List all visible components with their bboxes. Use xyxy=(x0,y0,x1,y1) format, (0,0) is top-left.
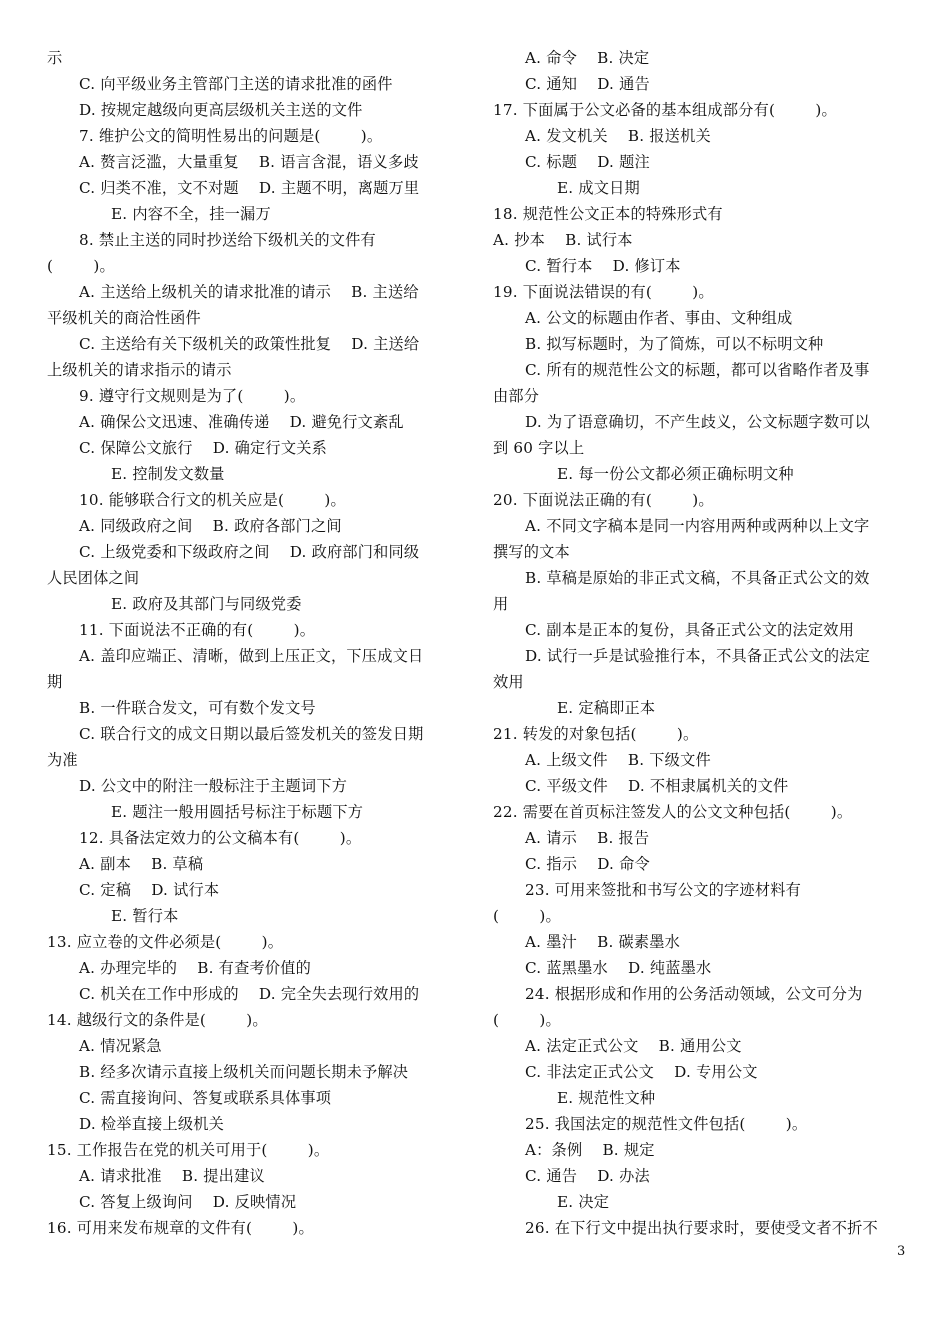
text-line: A. 情况紧急 xyxy=(79,1037,162,1055)
text-line: 人民团体之间 xyxy=(47,569,140,587)
text-line: A. 法定正式公文 B. 通用公文 xyxy=(525,1037,742,1055)
text-line: D. 公文中的附注一般标注于主题词下方 xyxy=(79,777,348,795)
text-line: E. 政府及其部门与同级党委 xyxy=(111,595,302,613)
text-line: C. 副本是正本的复份，具备正式公文的法定效用 xyxy=(525,621,855,639)
text-line: 上级机关的请求指示的请示 xyxy=(47,361,232,379)
text-line: E. 每一份公文都必须正确标明文种 xyxy=(557,465,794,483)
text-line: C. 上级党委和下级政府之间 D. 政府部门和同级 xyxy=(79,543,420,561)
text-line: E. 成文日期 xyxy=(557,179,640,197)
text-line: 期 xyxy=(47,673,63,691)
text-line: A. 命令 B. 决定 xyxy=(525,49,650,67)
text-line: C. 向平级业务主管部门主送的请求批准的函件 xyxy=(79,75,393,93)
text-line: C. 蓝黑墨水 D. 纯蓝墨水 xyxy=(525,959,712,977)
text-line: A：条例 B. 规定 xyxy=(525,1141,655,1159)
text-line: 示 xyxy=(47,49,63,67)
text-line: C. 非法定正式公文 D. 专用公文 xyxy=(525,1063,758,1081)
text-line: A. 副本 B. 草稿 xyxy=(79,855,204,873)
text-line: D. 为了语意确切，不产生歧义，公文标题字数可以 xyxy=(525,413,871,431)
text-line: C. 通知 D. 通告 xyxy=(525,75,650,93)
text-line: C. 需直接询问、答复或联系具体事项 xyxy=(79,1089,332,1107)
text-line: A. 公文的标题由作者、事由、文种组成 xyxy=(525,309,793,327)
text-line: 效用 xyxy=(493,673,524,691)
text-line: B. 拟写标题时，为了简炼，可以不标明文种 xyxy=(525,335,824,353)
text-line: 24. 根据形成和作用的公务活动领域，公文可分为 xyxy=(525,985,863,1003)
text-line: E. 内容不全，挂一漏万 xyxy=(111,205,271,223)
left-column xyxy=(47,45,467,1241)
text-line: C. 归类不准，文不对题 D. 主题不明，离题万里 xyxy=(79,179,420,197)
text-line: C. 定稿 D. 试行本 xyxy=(79,881,220,899)
text-line: B. 草稿是原始的非正式文稿，不具备正式公文的效 xyxy=(525,569,870,587)
text-line: 26. 在下行文中提出执行要求时，要使受文者不折不 xyxy=(525,1219,878,1237)
text-line: A. 请示 B. 报告 xyxy=(525,829,650,847)
text-line: 10. 能够联合行文的机关应是( )。 xyxy=(79,491,346,509)
text-line: A. 主送给上级机关的请求批准的请示 B. 主送给 xyxy=(79,283,419,301)
text-line: C. 标题 D. 题注 xyxy=(525,153,650,171)
text-line: 22. 需要在首页标注签发人的公文文种包括( )。 xyxy=(493,803,853,821)
text-line: 到 60 字以上 xyxy=(493,439,585,457)
text-line: A. 请求批准 B. 提出建议 xyxy=(79,1167,265,1185)
text-line: A. 办理完毕的 B. 有查考价值的 xyxy=(79,959,312,977)
text-line: C. 暂行本 D. 修订本 xyxy=(525,257,681,275)
text-line: ( )。 xyxy=(47,257,115,275)
text-line: C. 所有的规范性公文的标题，都可以省略作者及事 xyxy=(525,361,870,379)
text-line: 平级机关的商洽性函件 xyxy=(47,309,201,327)
text-line: 7. 维护公文的简明性易出的问题是( )。 xyxy=(79,127,383,145)
text-line: A. 同级政府之间 B. 政府各部门之间 xyxy=(79,517,342,535)
text-line: C. 指示 D. 命令 xyxy=(525,855,650,873)
text-line: A. 上级文件 B. 下级文件 xyxy=(525,751,711,769)
text-line: 21. 转发的对象包括( )。 xyxy=(493,725,699,743)
text-line: 18. 规范性公文正本的特殊形式有 xyxy=(493,205,723,223)
text-line: A. 发文机关 B. 报送机关 xyxy=(525,127,711,145)
text-line: 9. 遵守行文规则是为了( )。 xyxy=(79,387,306,405)
right-column xyxy=(493,45,913,1241)
text-line: C. 机关在工作中形成的 D. 完全失去现行效用的 xyxy=(79,985,420,1003)
text-line: E. 暂行本 xyxy=(111,907,179,925)
text-line: E. 控制发文数量 xyxy=(111,465,225,483)
text-line: C. 答复上级询问 D. 反映情况 xyxy=(79,1193,297,1211)
text-line: D. 检举直接上级机关 xyxy=(79,1115,224,1133)
text-line: ( )。 xyxy=(493,907,561,925)
text-line: E. 决定 xyxy=(557,1193,610,1211)
text-line: A. 不同文字稿本是同一内容用两种或两种以上文字 xyxy=(525,517,870,535)
text-line: 撰写的文本 xyxy=(493,543,570,561)
text-line: A. 赘言泛滥，大量重复 B. 语言含混，语义多歧 xyxy=(79,153,419,171)
text-line: 为准 xyxy=(47,751,78,769)
text-line: 由部分 xyxy=(493,387,540,405)
text-line: 11. 下面说法不正确的有( )。 xyxy=(79,621,316,639)
text-line: 25. 我国法定的规范性文件包括( )。 xyxy=(525,1115,808,1133)
text-line: E. 题注一般用圆括号标注于标题下方 xyxy=(111,803,364,821)
text-line: 16. 可用来发布规章的文件有( )。 xyxy=(47,1219,314,1237)
text-line: A. 抄本 B. 试行本 xyxy=(493,231,633,249)
text-line: C. 平级文件 D. 不相隶属机关的文件 xyxy=(525,777,789,795)
text-line: C. 保障公文旅行 D. 确定行文关系 xyxy=(79,439,327,457)
text-line: A. 盖印应端正、清晰，做到上压正文，下压成文日 xyxy=(79,647,424,665)
text-line: 14. 越级行文的条件是( )。 xyxy=(47,1011,268,1029)
text-line: E. 定稿即正本 xyxy=(557,699,656,717)
text-line: B. 经多次请示直接上级机关而问题长期未予解决 xyxy=(79,1063,409,1081)
text-line: 用 xyxy=(493,595,509,613)
text-line: C. 联合行文的成文日期以最后签发机关的签发日期 xyxy=(79,725,424,743)
text-line: 23. 可用来签批和书写公文的字迹材料有 xyxy=(525,881,801,899)
text-line: B. 一件联合发文，可有数个发文号 xyxy=(79,699,316,717)
text-line: ( )。 xyxy=(493,1011,561,1029)
text-line: 15. 工作报告在党的机关可用于( )。 xyxy=(47,1141,330,1159)
text-line: D. 试行一乒是试验推行本，不具备正式公文的法定 xyxy=(525,647,871,665)
text-line: C. 通告 D. 办法 xyxy=(525,1167,650,1185)
text-line: 12. 具备法定效力的公文稿本有( )。 xyxy=(79,829,362,847)
text-line: A. 确保公文迅速、准确传递 D. 避免行文紊乱 xyxy=(79,413,404,431)
text-line: D. 按规定越级向更高层级机关主送的文件 xyxy=(79,101,363,119)
text-line: 13. 应立卷的文件必须是( )。 xyxy=(47,933,284,951)
page-number: 3 xyxy=(897,1244,906,1259)
text-line: 19. 下面说法错误的有( )。 xyxy=(493,283,714,301)
text-line: 8. 禁止主送的同时抄送给下级机关的文件有 xyxy=(79,231,376,249)
text-line: E. 规范性文种 xyxy=(557,1089,656,1107)
text-line: 20. 下面说法正确的有( )。 xyxy=(493,491,714,509)
text-line: A. 墨汁 B. 碳素墨水 xyxy=(525,933,681,951)
text-line: 17. 下面属于公文必备的基本组成部分有( )。 xyxy=(493,101,837,119)
text-line: C. 主送给有关下级机关的政策性批复 D. 主送给 xyxy=(79,335,420,353)
